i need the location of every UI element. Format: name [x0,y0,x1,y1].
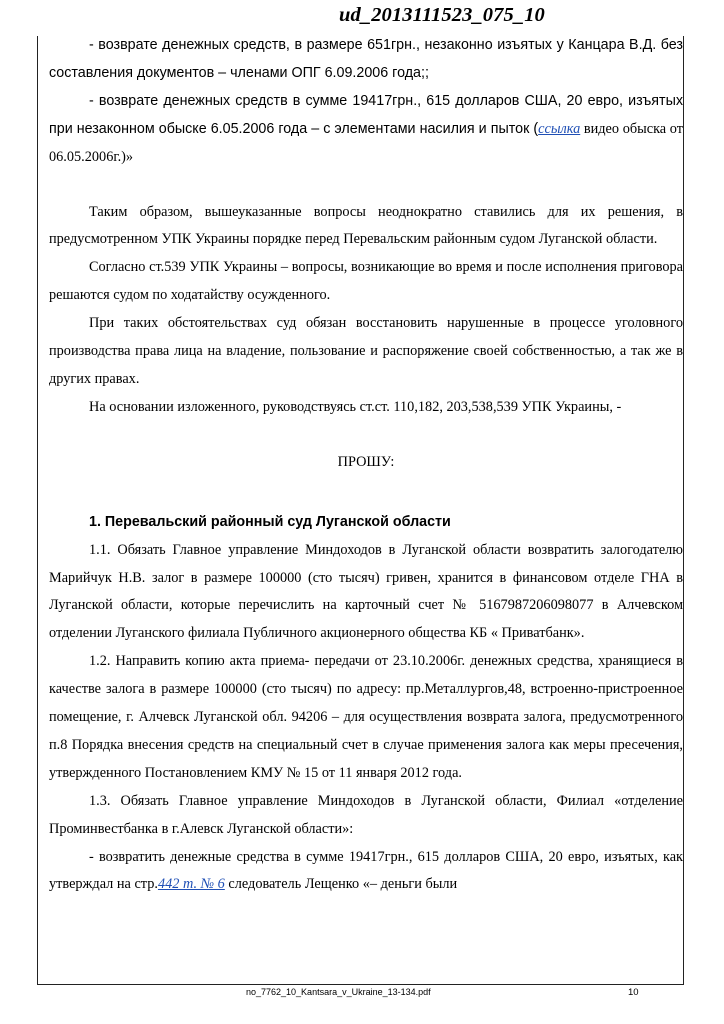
paragraph-1-3: 1.3. Обязать Главное управление Миндоходов в Луганской области, Филиал «отделение Проминвестбанка в г.Алевск Луганской области»: [49,792,683,837]
paragraph-text: - возвратить денежные средства в сумме 19417грн., 615 долларов США, 20 евро, изъятых, как утверждал на стр. [49,848,683,893]
page-reference-link[interactable]: 442 т. № 6 [157,876,225,893]
paragraph-1-1: 1.1. Обязать Главное управление Миндоходов в Луганской области возвратить залогодателю Марийчук Н.В. залог в размере 100000 (сто тысяч) гривен, хранится в финансовом отделе ГНА в Луганской области, которые перечислить на карточный счет № 5167987206098077 в Алчевском отделении Луганского филиала Публичного акционерного общества КБ « Приватбанк». [49,541,683,642]
spacer [49,422,683,449]
footer-filename: no_7762_10_Kantsara_v_Ukraine_13-134.pdf [246,987,431,997]
paragraph-tail: видео обыска от 06.05.2006г.)» [49,120,684,165]
section-heading: 1. Перевальский районный суд Луганской области [89,513,451,530]
page-border-left [37,36,38,984]
request-title: ПРОШУ: [337,453,395,470]
paragraph-return-19417 [49,88,683,172]
page-border-bottom [37,984,684,985]
paragraph-text: - возврате денежных средств в сумме 19417грн., 615 долларов США, 20 евро, изъятых при незаконном обыске 6.05.2006 года – с элементами насилия и пыток ( [49,92,683,137]
paragraph-summary: Таким образом, вышеуказанные вопросы неоднократно ставились для их решения, в предусмотренном УПК Украины порядке перед Перевальским районным судом Луганской области. [49,203,683,248]
paragraph-return-funds [49,844,683,900]
document-id-stamp: ud_2013111523_075_10 [339,4,545,26]
page-border-right [683,36,684,984]
paragraph-return-651: - возврате денежных средств, в размере 651грн., незаконно изъятых у Канцара В.Д. без составления документов – членами ОПГ 6.09.2006 года;; [49,37,683,81]
page-number: 10 [628,987,639,998]
paragraph-basis: На основании изложенного, руководствуясь ст.ст. 110,182, 203,538,539 УПК Украины, - [89,398,622,415]
spacer [49,477,683,509]
video-link[interactable]: ссылка [538,120,581,137]
paragraph-obligation: При таких обстоятельствах суд обязан восстановить нарушенные в процессе уголовного производства права лица на владение, пользование и распоряжение своей собственностью, а так же в других правах. [49,315,683,387]
document-body [49,32,683,899]
paragraph-1-2: 1.2. Направить копию акта приема- передачи от 23.10.2006г. денежных средства, хранящиеся в качестве залога в размере 100000 (сто тысяч) по адресу: пр.Металлургов,48, встроенно-пристроенное помещение, г. Алчевск Луганской обл. 94206 – для осуществления возврата залога, предусмотренного п.8 Порядка внесения средств на специальный счет в случае применения залога как меры пресечения, утвержденного Постановлением КМУ № 15 от 11 января 2012 года. [49,653,683,781]
paragraph-article-539: Согласно ст.539 УПК Украины – вопросы, возникающие во время и после исполнения приговора решаются судом по ходатайству осужденного. [49,259,683,304]
spacer [49,172,683,199]
paragraph-tail: следователь Лещенко «– деньги были [224,876,458,893]
